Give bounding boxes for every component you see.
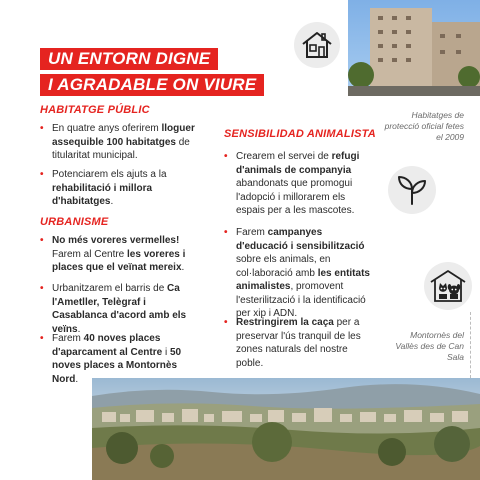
text: i xyxy=(162,346,170,358)
text-bold: refugi d'animals de companyia xyxy=(236,151,360,176)
tree xyxy=(348,62,374,88)
bullet-sensibilitat-3 xyxy=(224,316,376,370)
bullet-dot: • xyxy=(224,317,228,328)
text: . xyxy=(75,373,79,385)
window xyxy=(392,44,397,48)
window xyxy=(378,30,383,34)
bullet-urbanisme-1 xyxy=(40,234,202,275)
text: Farem al Centre xyxy=(52,248,128,260)
bullet-sensibilitat-2 xyxy=(224,226,376,321)
text: En quatre anys oferirem xyxy=(52,123,162,134)
tree xyxy=(434,426,470,462)
caption-divider xyxy=(470,312,471,378)
town-panorama-photo xyxy=(92,378,480,480)
text: per a preservar l'ús tranquil de les zones naturals del nostre poble. xyxy=(236,317,361,369)
text-bold: rehabilitació i millora d'habitatges xyxy=(52,182,153,207)
text-bold: 40 noves places d'aparcament al Centre xyxy=(52,333,163,358)
text: Urbanitzarem el barris de xyxy=(52,283,168,294)
window xyxy=(392,16,397,20)
tree xyxy=(458,66,480,88)
section-title-habitatge: HABITATGE PÚBLIC xyxy=(40,104,150,116)
bullet-dot: • xyxy=(40,123,44,134)
text: Farem xyxy=(236,227,268,238)
street xyxy=(348,86,480,96)
text: , promovent l'esterilització i la identificació per xip i ADN. xyxy=(236,281,366,319)
tree xyxy=(252,422,292,462)
town-photo-caption: Montornès del Vallès des de Can Sala xyxy=(395,330,464,362)
window xyxy=(378,58,383,62)
text: . xyxy=(181,262,185,273)
window xyxy=(406,16,411,20)
text: . xyxy=(77,323,81,335)
building-left xyxy=(370,8,432,88)
text: Crearem el servei de xyxy=(236,151,332,162)
bullet-dot: • xyxy=(40,235,44,246)
window xyxy=(456,50,461,54)
text: de titularitat municipal. xyxy=(52,136,190,161)
bullet-urbanisme-2 xyxy=(40,282,202,336)
section-title-urbanisme: URBANISME xyxy=(40,216,109,228)
window xyxy=(378,44,383,48)
text-bold: campanyes d'educació i sensibilització xyxy=(236,227,365,252)
house-icon xyxy=(294,22,340,68)
bullet-sensibilitat-1 xyxy=(224,150,376,218)
bullet-habitatge-2 xyxy=(40,168,190,209)
bullet-dot: • xyxy=(224,227,228,238)
bullet-dot: • xyxy=(224,151,228,162)
window xyxy=(406,30,411,34)
text-bold: No més voreres vermelles! xyxy=(52,235,180,246)
plant-sprout-icon xyxy=(388,166,436,214)
window xyxy=(406,44,411,48)
text-bold: lloguer assequible 100 habitatges xyxy=(52,123,195,148)
housing-photo-caption: Habitatges de protecció oficial fetes el 2009 xyxy=(384,110,464,142)
text-bold: Ca l'Ametller, Telègraf i Casablanca d'acord amb els veïns xyxy=(52,283,187,335)
text: Farem xyxy=(52,333,84,344)
window xyxy=(392,58,397,62)
window xyxy=(440,34,445,38)
housing-photo xyxy=(348,0,480,96)
text-bold: Restringirem la caça xyxy=(236,317,334,328)
bullet-dot: • xyxy=(40,283,44,294)
window xyxy=(456,34,461,38)
bullet-habitatge-1 xyxy=(40,122,202,163)
text-bold: les entitats animalistes xyxy=(236,267,370,292)
section-title-sensibilitat: SENSIBILIDAD ANIMALISTA xyxy=(224,128,376,140)
tree xyxy=(150,444,174,468)
bullet-dot: • xyxy=(40,333,44,344)
window xyxy=(378,16,383,20)
tree xyxy=(106,432,138,464)
text-bold: 50 noves places a Montornès Nord xyxy=(52,346,182,385)
tree xyxy=(378,438,406,466)
bullet-dot: • xyxy=(40,169,44,180)
window xyxy=(392,30,397,34)
text: abandonats que promogui l'adopció i millorarem els espais per a les mascotes. xyxy=(236,178,355,216)
pet-shelter-icon xyxy=(424,262,472,310)
headline-line-2: I AGRADABLE ON VIURE xyxy=(40,74,264,96)
text-bold: les voreres i places que el veïnat mereix xyxy=(52,248,186,273)
text: Potenciarem els ajuts a la xyxy=(52,169,167,180)
text: . xyxy=(110,196,114,207)
window xyxy=(406,58,411,62)
window xyxy=(440,50,445,54)
headline-line-1: UN ENTORN DIGNE xyxy=(40,48,218,70)
text: sobre els animals, en col·laboració amb xyxy=(236,254,331,279)
